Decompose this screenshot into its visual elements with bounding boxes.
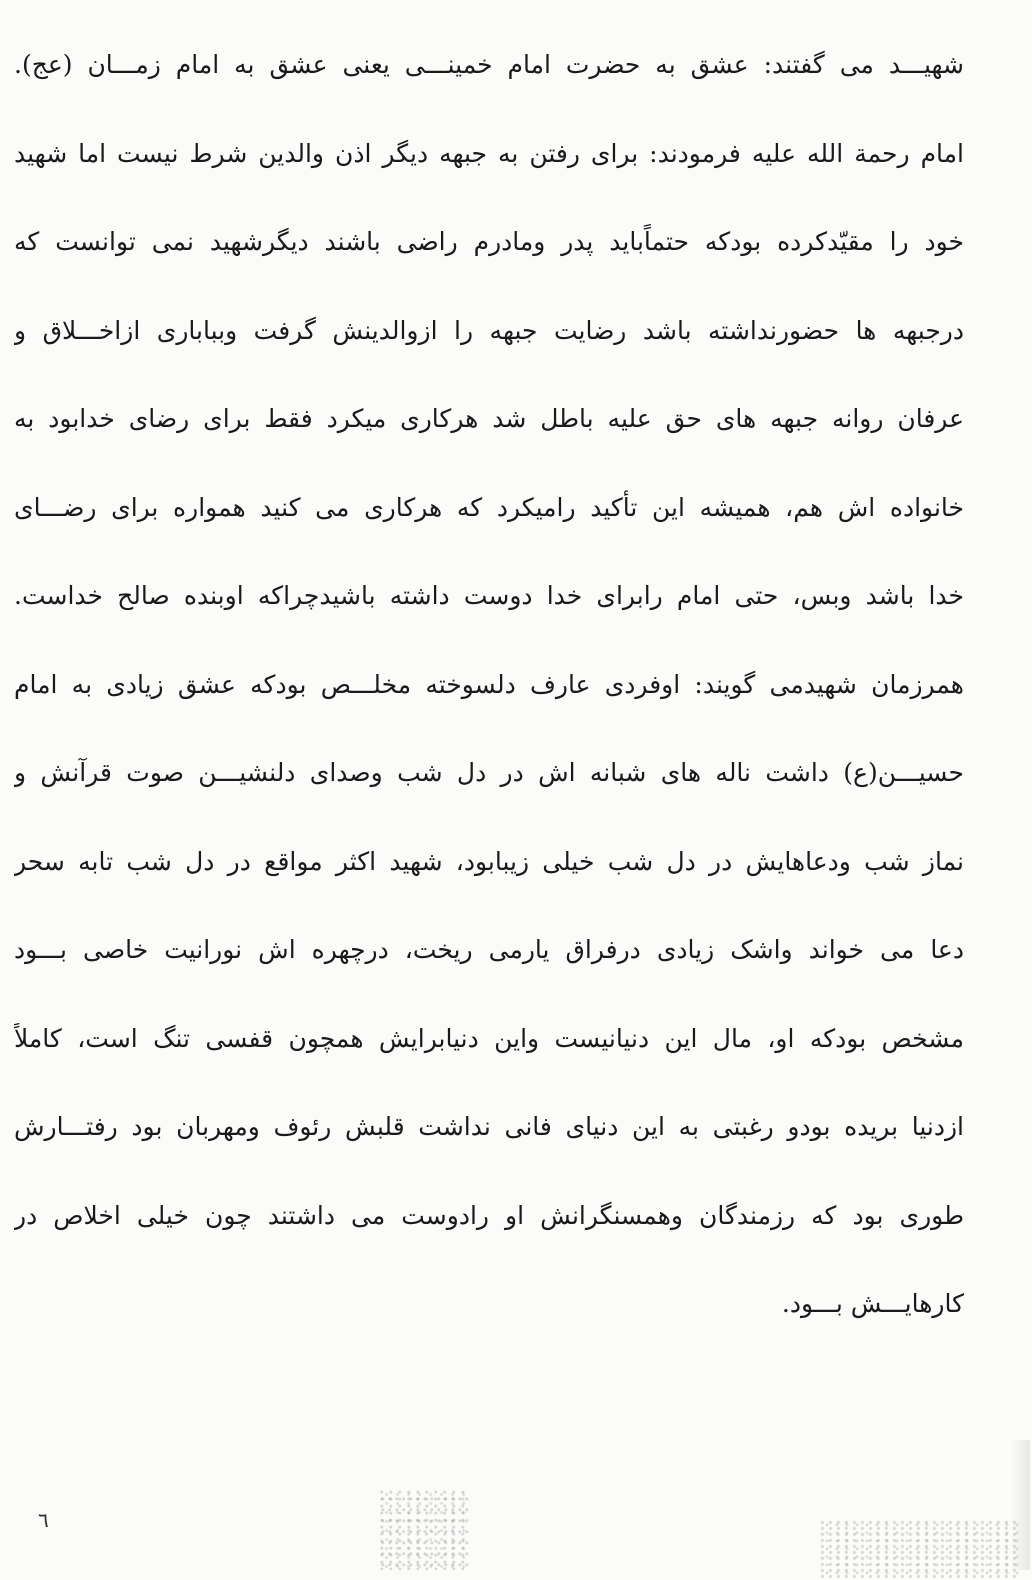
scan-artifact bbox=[380, 1490, 470, 1570]
text-line: حسیـــن(ع) داشت ناله های شبانه اش در دل شب وصدای دلنشیـــن صوت قرآنش و bbox=[14, 758, 964, 787]
text-line: نماز شب ودعاهایش در دل شب خیلی زیبابود، شهید اکثر مواقع در دل شب تابه سحر bbox=[14, 846, 964, 876]
text-line: همرزمان شهیدمی گویند: اوفردی عارف دلسوخته مخلـــص بودکه عشق زیادی به امام bbox=[14, 669, 964, 699]
text-line: درجبهه ها حضورنداشته باشد رضایت جبهه را ازوالدینش گرفت وبباباری ازاخـــلاق و bbox=[14, 315, 964, 345]
scan-artifact bbox=[820, 1520, 1020, 1578]
text-line: خانواده اش هم، همیشه این تأکید رامیکرد که هرکاری می کنید همواره برای رضـــای bbox=[14, 492, 964, 522]
text-line: خدا باشد وبس، حتی امام رابرای خدا دوست داشته باشیدچراکه اوبنده صالح خداست. bbox=[14, 581, 964, 610]
text-line: کارهایـــش بـــود. bbox=[781, 1289, 964, 1318]
text-line: امام رحمة الله علیه فرمودند: برای رفتن به جبهه دیگر اذن والدین شرط نیست اما شهید bbox=[14, 138, 964, 168]
page-number: ٦ bbox=[38, 1508, 49, 1532]
body-text bbox=[14, 30, 964, 1358]
text-line: شهیـــد می گفتند: عشق به حضرت امام خمینـــی یعنی عشق به امام زمـــان (عج). bbox=[14, 50, 964, 79]
scan-edge-shadow bbox=[1010, 1440, 1030, 1570]
text-line: ازدنیا بریده بودو رغبتی به این دنیای فانی نداشت قلبش رئوف ومهربان بود رفتـــارش bbox=[14, 1112, 964, 1141]
text-line: مشخص بودکه او، مال این دنیانیست واین دنیابرایش همچون قفسی تنگ است، کاملاً bbox=[14, 1023, 964, 1053]
text-line: عرفان روانه جبهه های حق علیه باطل شد هرکاری میکرد فقط برای رضای خدابود به bbox=[14, 404, 964, 433]
text-line: خود را مقیّدکرده بودکه حتماًباید پدر ومادرم راضی باشند دیگرشهید نمی توانست که bbox=[14, 227, 964, 256]
text-line: دعا می خواند واشک زیادی درفراق یارمی ریخت، درچهره اش نورانیت خاصی بـــود bbox=[14, 935, 964, 964]
text-line: طوری بود که رزمندگان وهمسنگرانش او رادوست می داشتند چون خیلی اخلاص در bbox=[14, 1200, 964, 1230]
